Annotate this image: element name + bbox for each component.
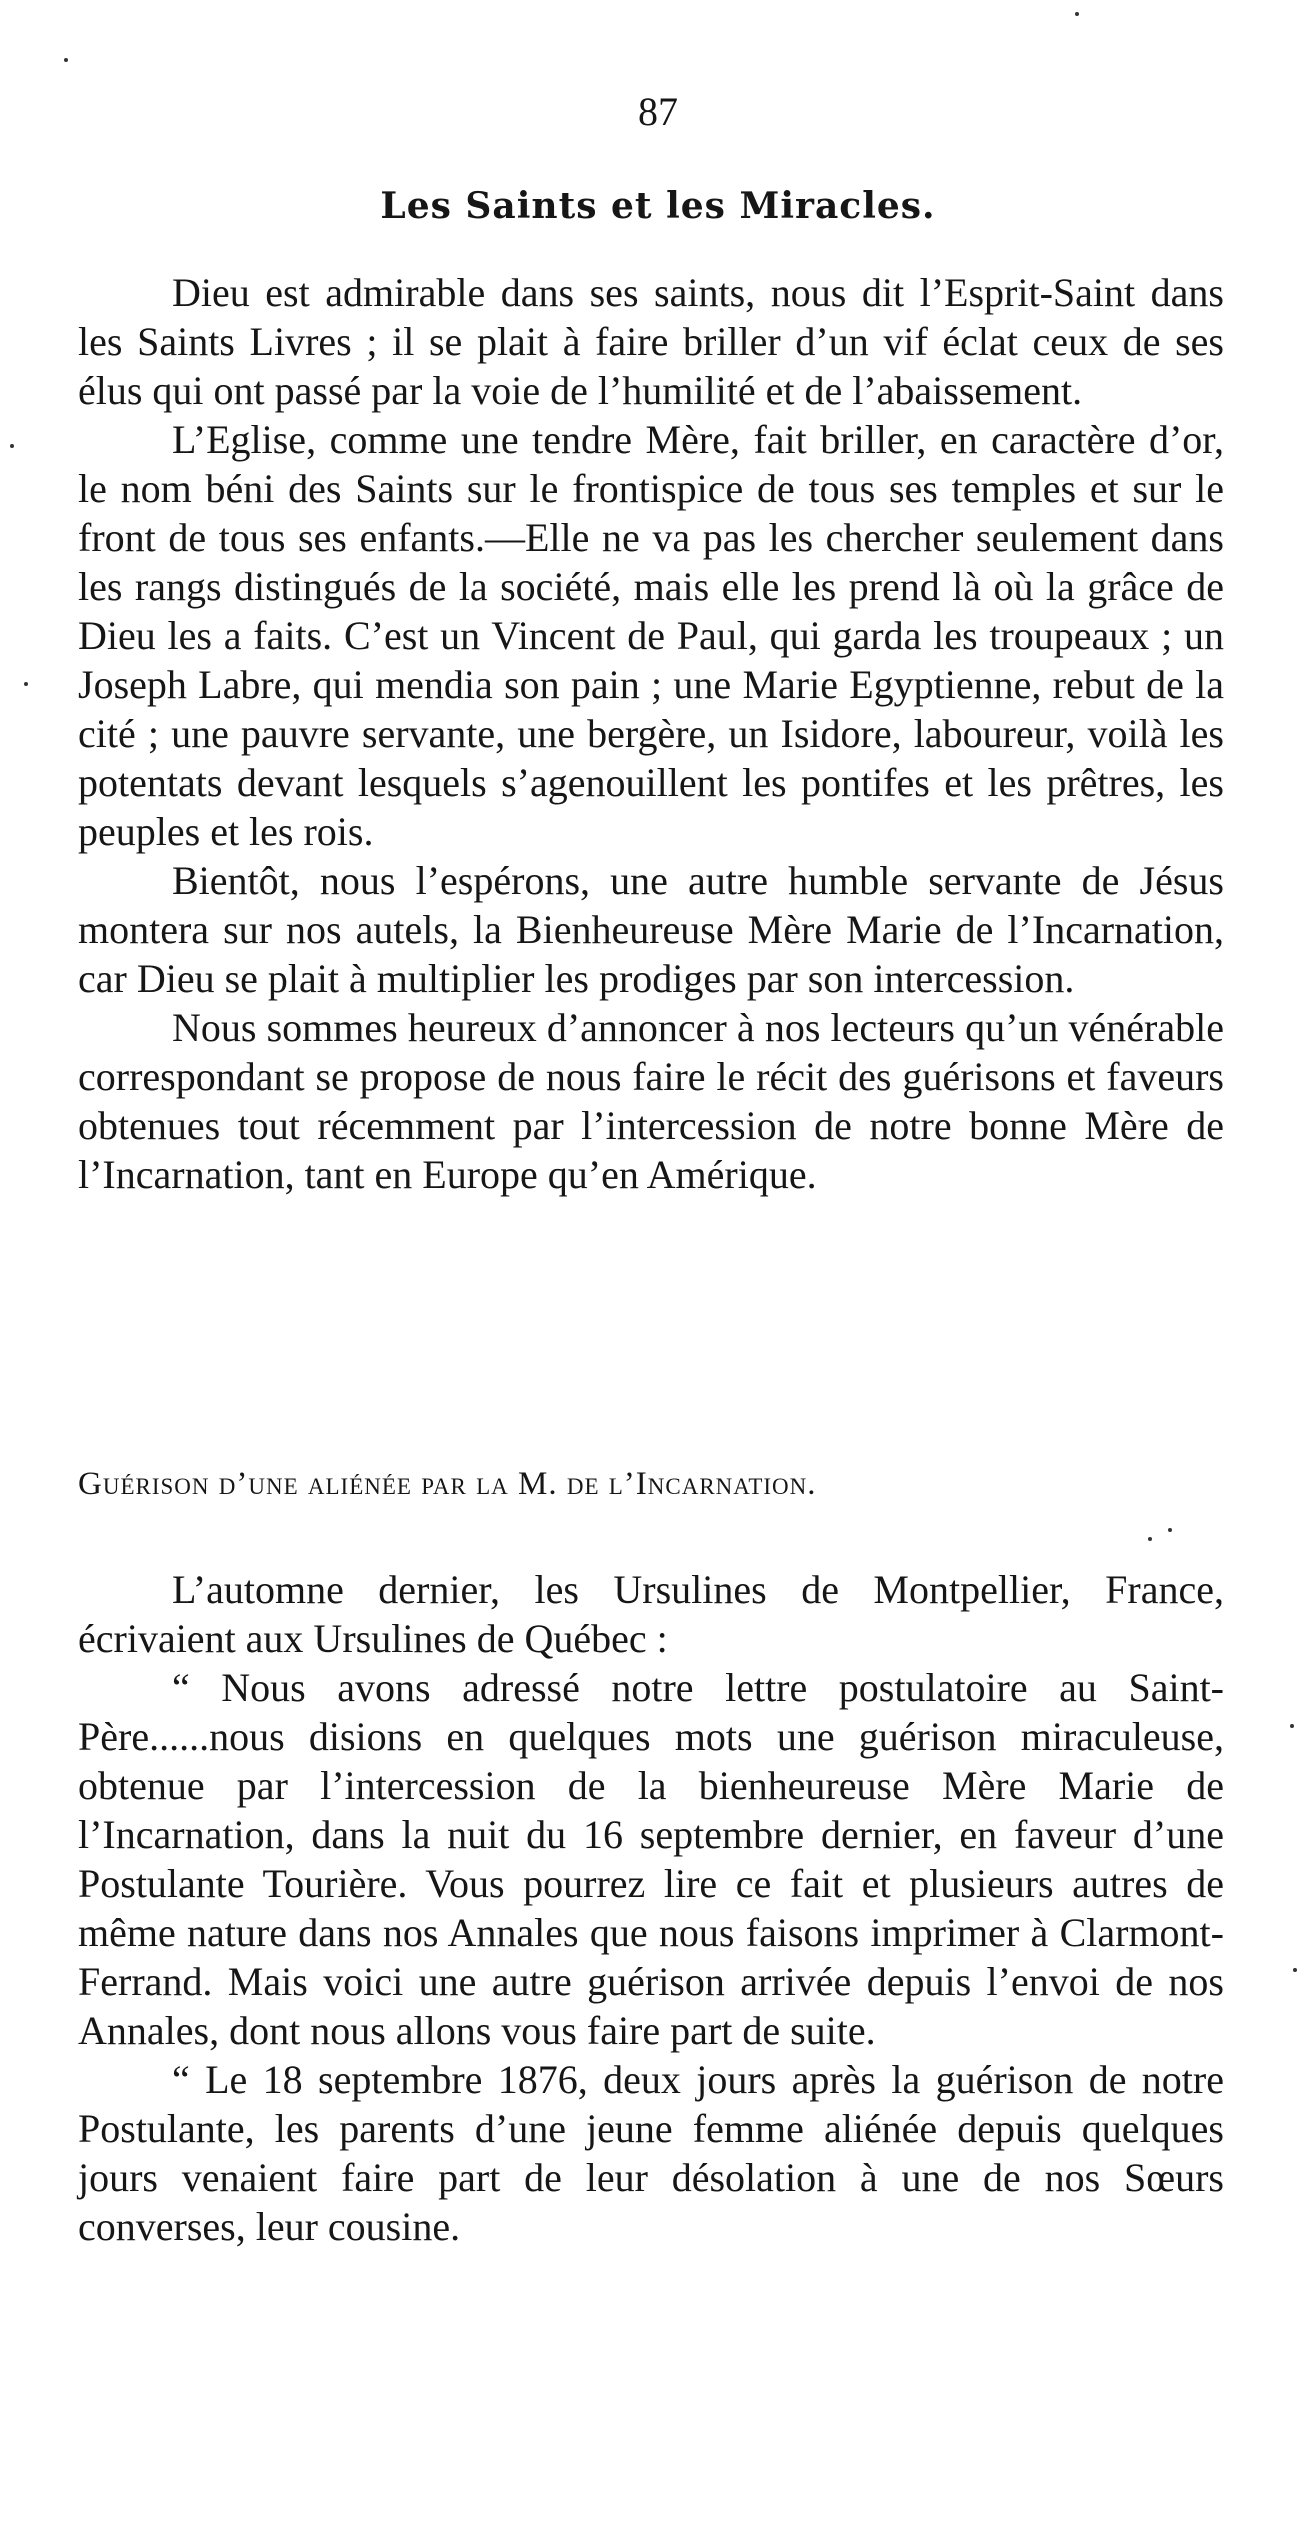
story-text xyxy=(78,1565,1224,2251)
scan-speck xyxy=(64,58,68,62)
page-number: 87 xyxy=(638,89,678,134)
paragraph: Nous sommes heureux d’annoncer à nos lecteurs qu’un vénérable correspondant se propose de nous faire le récit des guérisons et faveurs obtenues tout récemment par l’intercession de notre bonne Mère de l’Incarnation, tant en Europe qu’en Amérique. xyxy=(78,1005,1224,1197)
paragraph: Bientôt, nous l’espérons, une autre humble servante de Jésus montera sur nos autels, la Bienheureuse Mère Marie de l’Incarnation, car Dieu se plait à multiplier les prodiges par son intercession. xyxy=(78,858,1224,1001)
paragraph: “ Le 18 septembre 1876, deux jours après la guérison de notre Postulante, les parents d’une jeune femme aliénée depuis quelques jours venaient faire part de leur désolation à une de nos Sœurs converses, leur cousine. xyxy=(78,2057,1224,2249)
scan-speck xyxy=(1075,12,1079,16)
scan-speck xyxy=(1148,1537,1152,1541)
story-heading: Guérison d’une aliénée par la M. de l’Incarnation. xyxy=(78,1466,817,1502)
scan-speck xyxy=(10,444,14,448)
scan-speck xyxy=(24,682,28,686)
intro-text xyxy=(78,268,1224,1199)
paragraph: Dieu est admirable dans ses saints, nous dit l’Esprit-Saint dans les Saints Livres ; il se plait à faire briller d’un vif éclat ceux de ses élus qui ont passé par la voie de l’humilité et de l’abaissement. xyxy=(78,270,1224,413)
scan-speck xyxy=(1168,1528,1172,1532)
paragraph: “ Nous avons adressé notre lettre postulatoire au Saint-Père......nous disions en quelques mots une guérison miraculeuse, obtenue par l’intercession de la bienheureuse Mère Marie de l’Incarnation, dans la nuit du 16 septembre dernier, en faveur d’une Postulante Tourière. Vous pourrez lire ce fait et plusieurs autres de même nature dans nos Annales que nous faisons imprimer à Clarmont-Ferrand. Mais voici une autre guérison arrivée depuis l’envoi de nos Annales, dont nous allons vous faire part de suite. xyxy=(78,1665,1224,2053)
paragraph: L’Eglise, comme une tendre Mère, fait briller, en caractère d’or, le nom béni des Saints sur le frontispice de tous ses temples et sur le front de tous ses enfants.—Elle ne va pas les chercher seulement dans les rangs distingués de la société, mais elle les prend là où la grâce de Dieu les a faits. C’est un Vincent de Paul, qui garda les troupeaux ; un Joseph Labre, qui mendia son pain ; une Marie Egyptienne, rebut de la cité ; une pauvre servante, une bergère, un Isidore, laboureur, voilà les potentats devant lesquels s’agenouillent les pontifes et les prêtres, les peuples et les rois. xyxy=(78,417,1224,854)
scan-speck xyxy=(1293,1968,1297,1972)
paragraph: L’automne dernier, les Ursulines de Montpellier, France, écrivaient aux Ursulines de Québec : xyxy=(78,1567,1224,1661)
scan-speck xyxy=(1290,1724,1294,1728)
section-title: Les Saints et les Miracles. xyxy=(380,185,936,227)
